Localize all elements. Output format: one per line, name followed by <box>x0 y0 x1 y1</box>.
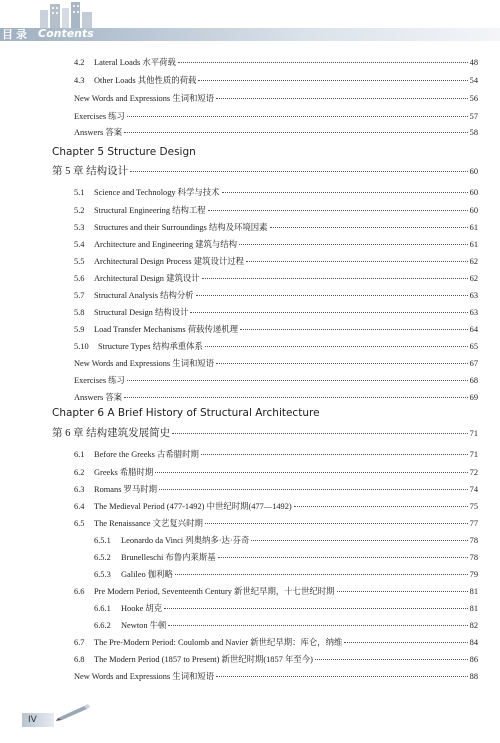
toc-entry-title: Romans 罗马时期 <box>94 485 158 494</box>
toc-entry[interactable] <box>74 272 478 284</box>
dot-leader <box>196 295 468 296</box>
toc-entry-title: Other Loads 其他性质的荷载 <box>94 76 197 85</box>
toc-entry-page: 81 <box>469 604 478 613</box>
dot-leader <box>198 80 467 81</box>
toc-entry-page: 71 <box>469 450 478 459</box>
toc-entry[interactable] <box>94 619 478 631</box>
dot-leader <box>127 116 468 117</box>
dot-leader <box>155 472 467 473</box>
toc-entry-page: 60 <box>469 206 478 215</box>
dot-leader <box>178 62 468 63</box>
toc-entry[interactable] <box>94 602 478 614</box>
toc-entry-title: The Pre-Modern Period: Coulomb and Navier 新世纪早期：库仑，纳维 <box>94 638 343 647</box>
chapter-title-en: Chapter 6 A Brief History of Structural Architecture <box>52 407 320 419</box>
dot-leader <box>159 489 468 490</box>
toc-entry[interactable] <box>74 517 478 529</box>
chapter-title-cn-text: 第 5 章 结构设计 <box>52 166 129 177</box>
toc-entry[interactable] <box>74 391 478 403</box>
dot-leader <box>164 608 467 609</box>
toc-entry-page: 77 <box>469 519 478 528</box>
toc-entry-number: 5.2 <box>74 206 85 215</box>
toc-entry[interactable] <box>74 221 478 233</box>
toc-entry-title: Exercises 练习 <box>74 376 125 385</box>
toc-entry-title: Before the Greeks 古希腊时期 <box>94 450 199 459</box>
toc-entry-number: 6.6.1 <box>94 604 111 613</box>
dot-leader <box>175 574 468 575</box>
toc-entry[interactable] <box>74 323 478 335</box>
toc-entry-page: 68 <box>469 376 478 385</box>
toc-entry-page: 79 <box>469 570 478 579</box>
toc-entry-number: 5.1 <box>74 188 85 197</box>
toc-entry-number: 6.6.2 <box>94 621 111 630</box>
toc-entry[interactable] <box>94 534 478 546</box>
toc-entry-number: 6.5.3 <box>94 570 111 579</box>
dot-leader <box>216 676 467 677</box>
toc-entry[interactable] <box>74 74 478 86</box>
toc-entry-page: 61 <box>469 240 478 249</box>
toc-entry[interactable] <box>74 653 478 665</box>
toc-entry-title: Architecture and Engineering 建筑与结构 <box>94 240 238 249</box>
toc-entry-title: Hooke 胡克 <box>121 604 163 613</box>
toc-entry-title: Structures and their Surroundings 结构及环境因素 <box>94 223 268 232</box>
dot-leader <box>216 98 467 99</box>
toc-entry[interactable] <box>74 357 478 369</box>
toc-entry-title: Leonardo da Vinci 列奥纳多·达·芬奇 <box>121 536 250 545</box>
toc-entry-page: 78 <box>469 553 478 562</box>
page-number: IV <box>22 713 54 727</box>
toc-entry-number: 6.8 <box>74 655 85 664</box>
toc-entry[interactable] <box>74 92 478 104</box>
dot-leader <box>208 210 468 211</box>
toc-entry-title: Newton 牛顿 <box>121 621 167 630</box>
chapter-title-cn-text: 第 6 章 结构建筑发展简史 <box>52 428 171 439</box>
toc-entry[interactable] <box>74 340 478 352</box>
toc-entry-number: 5.5 <box>74 257 85 266</box>
toc-entry[interactable] <box>74 306 478 318</box>
toc-entry[interactable] <box>74 186 478 198</box>
toc-entry-title: Galileo 伽利略 <box>121 570 173 579</box>
toc-entry-title: Science and Technology 科学与技术 <box>94 188 220 197</box>
toc-entry-page: 57 <box>469 112 478 121</box>
toc-entry-number: 5.10 <box>74 342 89 351</box>
dot-leader <box>190 312 467 313</box>
toc-entry-title: Greeks 希腊时期 <box>94 468 154 477</box>
toc-entry-page: 72 <box>469 468 478 477</box>
toc-entry[interactable] <box>74 126 478 138</box>
dot-leader <box>205 346 468 347</box>
toc-entry-page: 63 <box>469 308 478 317</box>
toc-entry-page: 88 <box>469 672 478 681</box>
header-label-cn: 目录 <box>2 28 30 41</box>
toc-entry-page: 67 <box>469 359 478 368</box>
toc-entry-title: New Words and Expressions 生词和短语 <box>74 359 215 368</box>
chapter-title-cn[interactable] <box>52 425 478 440</box>
toc-entry-page: 61 <box>469 223 478 232</box>
toc-entry[interactable] <box>74 110 478 122</box>
dot-leader <box>216 363 467 364</box>
dot-leader <box>246 261 468 262</box>
toc-entry-title: New Words and Expressions 生词和短语 <box>74 94 215 103</box>
toc-entry-number: 4.2 <box>74 58 85 67</box>
header-label-en: Contents <box>38 27 94 40</box>
toc-entry-page: 62 <box>469 257 478 266</box>
toc-entry-title: Lateral Loads 水平荷载 <box>94 58 176 67</box>
toc-entry-page: 63 <box>469 291 478 300</box>
toc-entry-page: 69 <box>469 393 478 402</box>
toc-entry-title: Structural Engineering 结构工程 <box>94 206 206 215</box>
toc-entry[interactable] <box>74 483 478 495</box>
dot-leader <box>240 329 468 330</box>
pencil-icon <box>54 702 94 722</box>
dot-leader <box>124 132 467 133</box>
toc-entry-number: 5.3 <box>74 223 85 232</box>
toc-entry-title: The Renaissance 文艺复兴时期 <box>94 519 203 528</box>
toc-entry-number: 6.4 <box>74 502 85 511</box>
toc-entry-page: 58 <box>469 128 478 137</box>
toc-entry[interactable] <box>74 500 478 512</box>
dot-leader <box>127 380 468 381</box>
toc-entry-title: New Words and Expressions 生词和短语 <box>74 672 215 681</box>
toc-entry[interactable] <box>74 289 478 301</box>
toc-entry[interactable] <box>74 238 478 250</box>
toc-entry-title: Load Transfer Mechanisms 荷载传递机理 <box>94 325 238 334</box>
toc-entry-page: 74 <box>469 485 478 494</box>
toc-entry-title: The Medieval Period (477-1492) 中世纪时期(477—1492) <box>94 502 292 511</box>
toc-entry-title: Brunelleschi 布鲁内莱斯基 <box>121 553 216 562</box>
toc-entry-page: 75 <box>469 502 478 511</box>
toc-entry-page: 65 <box>469 342 478 351</box>
toc-entry[interactable] <box>74 585 478 597</box>
dot-leader <box>344 642 467 643</box>
toc-entry-page: 56 <box>469 94 478 103</box>
toc-entry[interactable] <box>74 56 478 68</box>
dot-leader <box>222 192 468 193</box>
toc-entry-page: 86 <box>469 655 478 664</box>
toc-entry-title: The Modern Period (1857 to Present) 新世纪时期(1857 年至今) <box>94 655 313 664</box>
chapter-page: 71 <box>469 429 478 438</box>
chapter-title-cn[interactable] <box>52 163 478 178</box>
dot-leader <box>251 540 467 541</box>
toc-entry-number: 6.3 <box>74 485 85 494</box>
toc-entry[interactable] <box>74 448 478 460</box>
toc-entry-page: 78 <box>469 536 478 545</box>
dot-leader <box>205 523 468 524</box>
toc-entry-page: 62 <box>469 274 478 283</box>
toc-entry[interactable] <box>74 466 478 478</box>
page-header <box>0 0 500 44</box>
dot-leader <box>202 278 468 279</box>
toc-entry-page: 54 <box>469 76 478 85</box>
toc-entry-title: Structure Types 结构承重体系 <box>98 342 203 351</box>
toc-entry-title: Pre Modern Period, Seventeenth Century 新世纪早期，十七世纪时期 <box>94 587 335 596</box>
toc-entry-page: 64 <box>469 325 478 334</box>
dot-leader <box>172 433 468 434</box>
dot-leader <box>218 557 468 558</box>
toc-entry-title: Architectural Design Process 建筑设计过程 <box>94 257 245 266</box>
toc-entry-title: Exercises 练习 <box>74 112 125 121</box>
dot-leader <box>294 506 468 507</box>
toc-entry-number: 6.1 <box>74 450 85 459</box>
toc-entry-number: 4.3 <box>74 76 85 85</box>
toc-entry-title: Answers 答案 <box>74 128 123 137</box>
dot-leader <box>124 397 467 398</box>
dot-leader <box>270 227 468 228</box>
toc-entry-page: 81 <box>469 587 478 596</box>
toc-entry-number: 5.9 <box>74 325 85 334</box>
toc-entry-number: 6.2 <box>74 468 85 477</box>
toc-entry[interactable] <box>74 374 478 386</box>
toc-entry-page: 84 <box>469 638 478 647</box>
dot-leader <box>337 591 468 592</box>
chapter-title-en: Chapter 5 Structure Design <box>52 146 196 158</box>
toc-entry-number: 5.4 <box>74 240 85 249</box>
toc-entry[interactable] <box>74 670 478 682</box>
toc-entry-number: 6.5.1 <box>94 536 111 545</box>
toc-entry-number: 5.6 <box>74 274 85 283</box>
dot-leader <box>130 171 468 172</box>
dot-leader <box>315 659 468 660</box>
toc-entry[interactable] <box>74 204 478 216</box>
toc-entry-title: Structural Analysis 结构分析 <box>94 291 194 300</box>
toc-entry-number: 5.7 <box>74 291 85 300</box>
toc-entry-number: 6.7 <box>74 638 85 647</box>
dot-leader <box>168 625 467 626</box>
toc-entry[interactable] <box>94 568 478 580</box>
toc-entry-title: Structural Design 结构设计 <box>94 308 189 317</box>
toc-entry[interactable] <box>74 636 478 648</box>
toc-entry-title: Answers 答案 <box>74 393 123 402</box>
dot-leader <box>201 454 468 455</box>
chapter-page: 60 <box>469 167 478 176</box>
toc-entry[interactable] <box>74 255 478 267</box>
buildings-icon <box>38 0 96 28</box>
toc-entry-number: 6.6 <box>74 587 85 596</box>
toc-entry-page: 82 <box>469 621 478 630</box>
toc-entry[interactable] <box>94 551 478 563</box>
toc-entry-number: 5.8 <box>74 308 85 317</box>
dot-leader <box>239 244 468 245</box>
toc-entry-title: Architectural Design 建筑设计 <box>94 274 200 283</box>
toc-entry-page: 60 <box>469 188 478 197</box>
toc-entry-page: 48 <box>469 58 478 67</box>
toc-entry-number: 6.5.2 <box>94 553 111 562</box>
toc-entry-number: 6.5 <box>74 519 85 528</box>
